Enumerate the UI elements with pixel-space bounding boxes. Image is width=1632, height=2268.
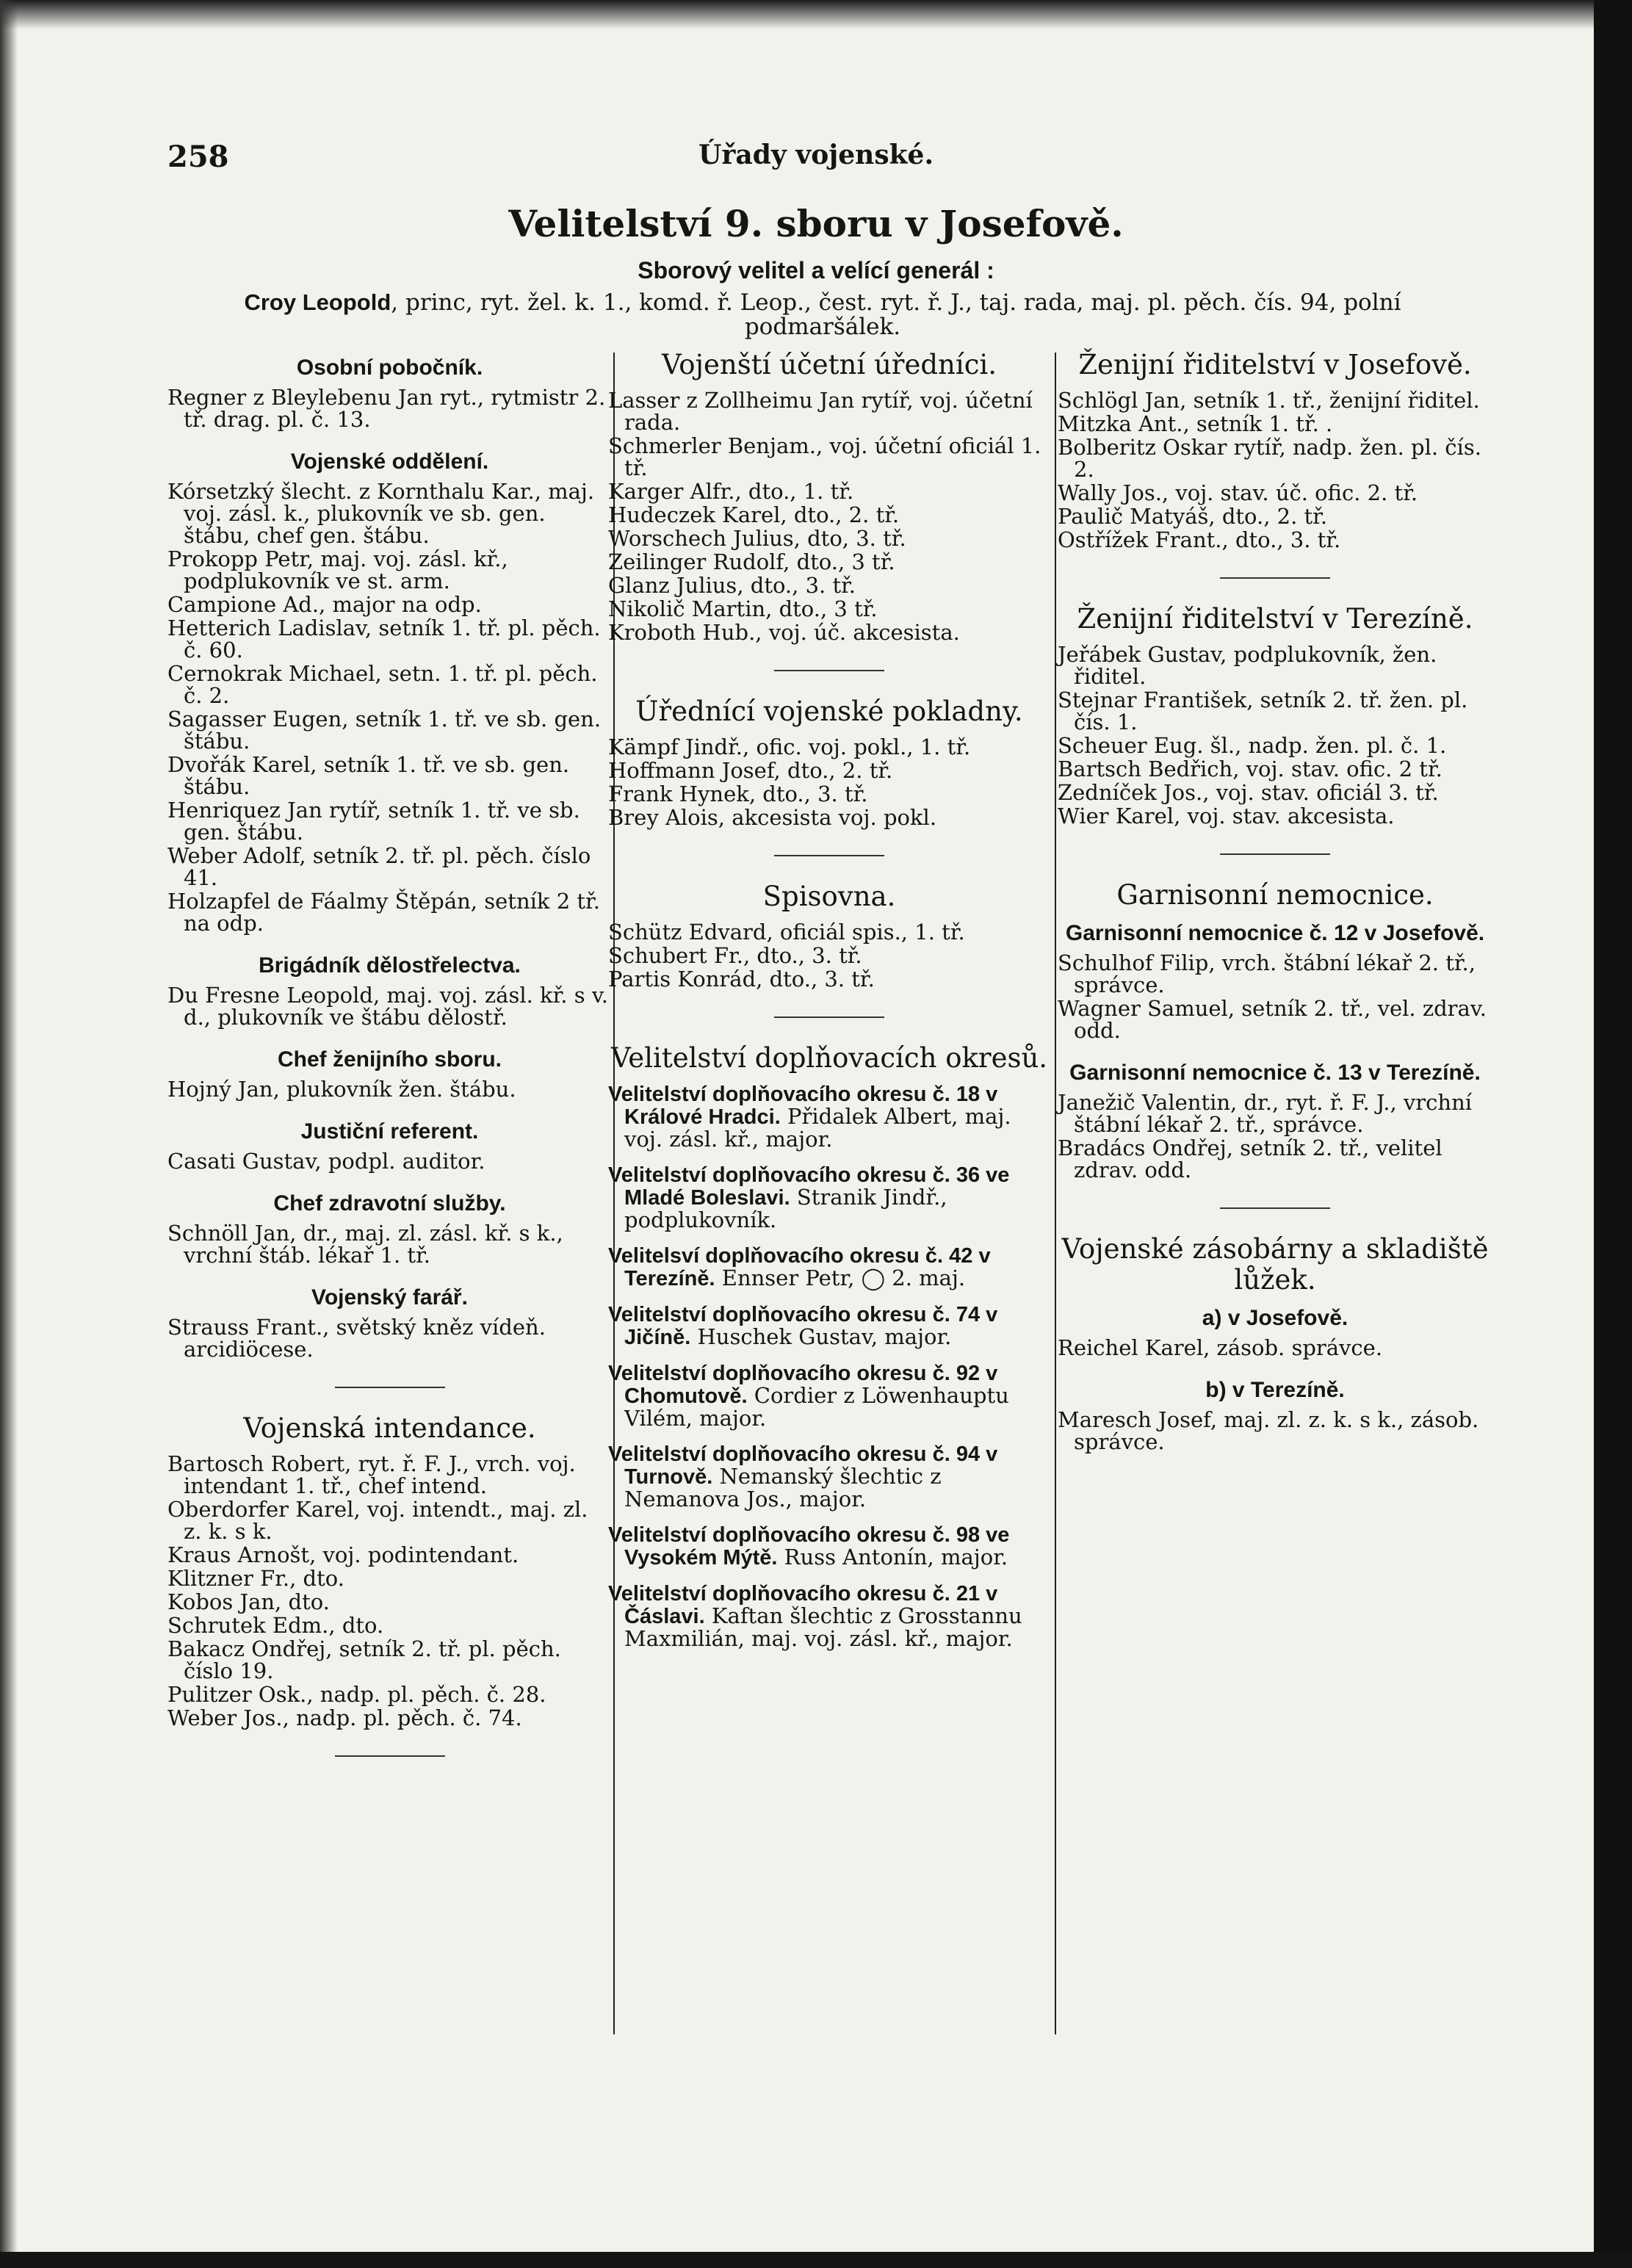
entry: Karger Alfr., dto., 1. tř. [608, 479, 854, 504]
entry: Weber Jos., nadp. pl. pěch. č. 74. [167, 1705, 522, 1730]
commander-name: Croy Leopold [244, 289, 391, 315]
entry: Strauss Frant., světský kněz vídeň. arcidiöcese. [167, 1315, 546, 1362]
entry: Oberdorfer Karel, voj. intendt., maj. zl. z. k. s k. [167, 1497, 588, 1544]
entry: Janežič Valentin, dr., ryt. ř. F. J., vrchní štábní lékař 2. tř., správce. [1058, 1090, 1473, 1137]
entry: Worschech Julius, dto, 3. tř. [608, 526, 906, 551]
entry: Paulič Matyáš, dto., 2. tř. [1058, 504, 1328, 529]
entry: Nikolič Martin, dto., 3 tř. [608, 596, 878, 621]
section-title: Ženijní řiditelství v Terezíně. [1077, 603, 1473, 635]
section-heading: a) v Josefově. [1202, 1306, 1348, 1330]
entry: Hoffmann Josef, dto., 2. tř. [608, 758, 893, 783]
entry: Schubert Fr., dto., 3. tř. [608, 943, 862, 968]
entry: Mitzka Ant., setník 1. tř. . [1058, 411, 1333, 436]
entry: Wier Karel, voj. stav. akcesista. [1058, 803, 1395, 828]
district-commander: Kaftan šlechtic z Grosstannu Maxmilián, maj. voj. zásl. kř., major. [624, 1603, 1022, 1651]
entry: Kroboth Hub., voj. úč. akcesista. [608, 620, 960, 645]
district-name: Velitelství doplňovacího okresu č. 98 ve Vysokém Mýtě. [608, 1523, 1010, 1570]
scan-edge-bottom [0, 2252, 1632, 2268]
district-commander: Přidalek Albert, maj. voj. zásl. kř., major. [624, 1104, 1011, 1152]
section-heading: Garnisonní nemocnice č. 13 v Terezíně. [1069, 1061, 1481, 1085]
separator-rule [774, 670, 884, 671]
separator-rule [1220, 1207, 1330, 1209]
section-title: Vojenská intendance. [243, 1412, 536, 1444]
entry: Ostřížek Frant., dto., 3. tř. [1058, 527, 1341, 552]
entry: Partis Konrád, dto., 3. tř. [608, 967, 875, 992]
entry: Dvořák Karel, setník 1. tř. ve sb. gen. štábu. [167, 752, 570, 799]
section-heading: b) v Terezíně. [1205, 1378, 1345, 1402]
entry: Bakacz Ondřej, setník 2. tř. pl. pěch. číslo 19. [167, 1636, 561, 1683]
entry: Regner z Bleylebenu Jan ryt., rytmistr 2. tř. drag. pl. č. 13. [167, 385, 606, 432]
entry: Schnöll Jan, dr., maj. zl. zásl. kř. s k., vrchní štáb. lékař 1. tř. [167, 1221, 563, 1268]
entry: Henriquez Jan rytíř, setník 1. tř. ve sb. gen. štábu. [167, 798, 580, 845]
district-entry [608, 1163, 1050, 1231]
entry: Klitzner Fr., dto. [167, 1566, 344, 1591]
district-entry [608, 1523, 1050, 1569]
district-entry [608, 1362, 1050, 1429]
entry: Schütz Edvard, oficiál spis., 1. tř. [608, 920, 965, 945]
district-commander: Cordier z Löwenhauptu Vilém, major. [624, 1383, 1009, 1431]
entry: Glanz Julius, dto., 3. tř. [608, 573, 856, 598]
entry: Hojný Jan, plukovník žen. štábu. [167, 1077, 516, 1102]
entry: Holzapfel de Fáalmy Štěpán, setník 2 tř. na odp. [167, 889, 600, 936]
district-name: Velitelství doplňovacího okresu č. 21 v Čáslavi. [608, 1582, 998, 1628]
page-number: 258 [167, 140, 229, 174]
district-entry [608, 1303, 1050, 1348]
district-name: Velitelství doplňovacího okresu č. 92 v Chomutově. [608, 1362, 998, 1408]
entry: Jeřábek Gustav, podplukovník, žen. řiditel. [1058, 642, 1437, 689]
section-heading: Vojenské oddělení. [290, 449, 489, 474]
commander-details: , princ, ryt. žel. k. 1., komd. ř. Leop., čest. ryt. ř. J., taj. rada, maj. pl. pěch. čís. 94, polní podmaršálek. [391, 289, 1401, 340]
district-name: Velitelství doplňovacího okresu č. 74 v Jičíně. [608, 1303, 998, 1349]
district-name: Velitelství doplňovacího okresu č. 18 v Králové Hradci. [608, 1083, 998, 1129]
section-heading: Chef ženijního sboru. [278, 1047, 502, 1072]
entry: Kobos Jan, dto. [167, 1589, 330, 1614]
scan-edge-top [0, 0, 1632, 29]
separator-rule [774, 855, 884, 856]
section-title: Spisovna. [762, 881, 896, 912]
entry: Casati Gustav, podpl. auditor. [167, 1149, 485, 1174]
separator-rule [774, 1016, 884, 1018]
district-name: Velitelství doplňovacího okresu č. 36 ve Mladé Boleslavi. [608, 1163, 1010, 1210]
scan-edge-left [0, 0, 18, 2268]
section-heading: Vojenský farář. [311, 1285, 468, 1310]
entry: Zedníček Jos., voj. stav. oficiál 3. tř. [1058, 780, 1439, 805]
entry: Weber Adolf, setník 2. tř. pl. pěch. číslo 41. [167, 843, 591, 890]
entry: Hetterich Ladislav, setník 1. tř. pl. pěch. č. 60. [167, 615, 601, 662]
entry: Bartsch Bedřich, voj. stav. ofic. 2 tř. [1058, 756, 1443, 781]
district-entry [608, 1442, 1050, 1510]
entry: Scheuer Eug. šl., nadp. žen. pl. č. 1. [1058, 733, 1447, 758]
entry: Bradács Ondřej, setník 2. tř., velitel zdrav. odd. [1058, 1135, 1443, 1182]
entry: Sagasser Eugen, setník 1. tř. ve sb. gen. štábu. [167, 707, 602, 754]
section-heading: Justiční referent. [300, 1119, 479, 1144]
page-title: Velitelství 9. sboru v Josefově. [508, 202, 1124, 245]
column-2 [608, 345, 1050, 1663]
district-commander: Nemanský šlechtic z Nemanova Jos., major. [624, 1464, 942, 1512]
section-title: Garnisonní nemocnice. [1116, 879, 1434, 911]
district-commander: Ennser Petr, ◯ 2. maj. [715, 1265, 966, 1290]
entry: Kraus Arnošt, voj. podintendant. [167, 1542, 519, 1567]
entry: Hudeczek Karel, dto., 2. tř. [608, 502, 900, 527]
district-commander: Russ Antonín, major. [777, 1545, 1008, 1570]
entry: Zeilinger Rudolf, dto., 3 tř. [608, 549, 895, 574]
entry: Schlögl Jan, setník 1. tř., ženijní řiditel. [1058, 388, 1480, 413]
district-entry [608, 1244, 1050, 1290]
column-divider-2 [1055, 353, 1056, 2034]
column-3 [1058, 345, 1492, 1454]
separator-rule [1220, 577, 1330, 579]
district-name: Velitelství doplňovacího okresu č. 94 v Turnově. [608, 1442, 998, 1489]
section-title: Vojenské zásobárny a skladiště lůžek. [1061, 1233, 1489, 1296]
district-entry [608, 1582, 1050, 1650]
scan-edge-right [1594, 0, 1632, 2268]
separator-rule [1220, 853, 1330, 855]
district-name: Velitelsví doplňovacího okresu č. 42 v Terezíně. [608, 1244, 991, 1290]
entry: Prokopp Petr, maj. voj. zásl. kř., podplukovník ve st. arm. [167, 546, 508, 593]
entry: Lasser z Zollheimu Jan rytíř, voj. účetní rada. [608, 388, 1033, 435]
commander-heading: Sborový velitel a velící generál : [638, 257, 994, 284]
entry: Cernokrak Michael, setn. 1. tř. pl. pěch. č. 2. [167, 661, 598, 708]
running-title: Úřady vojenské. [698, 140, 934, 170]
entry: Bartosch Robert, ryt. ř. F. J., vrch. voj. intendant 1. tř., chef intend. [167, 1451, 576, 1498]
entry: Maresch Josef, maj. zl. z. k. s k., zásob. správce. [1058, 1407, 1479, 1454]
entry: Brey Alois, akcesista voj. pokl. [608, 805, 937, 830]
section-title: Vojenští účetní úředníci. [661, 349, 997, 380]
entry: Wagner Samuel, setník 2. tř., vel. zdrav. odd. [1058, 996, 1487, 1043]
entry: Wally Jos., voj. stav. úč. ofic. 2. tř. [1058, 480, 1418, 505]
entry: Schrutek Edm., dto. [167, 1613, 384, 1638]
entry: Bolberitz Oskar rytíř, nadp. žen. pl. čís. 2. [1058, 435, 1481, 482]
section-heading: Garnisonní nemocnice č. 12 v Josefově. [1065, 921, 1485, 945]
district-entry [608, 1083, 1050, 1150]
entry: Frank Hynek, dto., 3. tř. [608, 781, 868, 806]
column-1 [167, 345, 612, 1782]
section-heading: Osobní pobočník. [296, 355, 483, 380]
entry: Pulitzer Osk., nadp. pl. pěch. č. 28. [167, 1682, 546, 1707]
section-heading: Chef zdravotní služby. [273, 1191, 506, 1216]
entry: Schmerler Benjam., voj. účetní oficiál 1. tř. [608, 433, 1041, 480]
entry: Campione Ad., major na odp. [167, 592, 482, 617]
district-commander: Huschek Gustav, major. [690, 1324, 952, 1349]
section-title: Velitelství doplňovacích okresů. [610, 1042, 1048, 1074]
entry: Kämpf Jindř., ofic. voj. pokl., 1. tř. [608, 734, 971, 759]
entry: Schulhof Filip, vrch. štábní lékař 2. tř., správce. [1058, 950, 1476, 997]
separator-rule [335, 1387, 445, 1388]
separator-rule [335, 1755, 445, 1757]
entry: Reichel Karel, zásob. správce. [1058, 1335, 1383, 1360]
district-commander: Stranik Jindř., podplukovník. [624, 1185, 947, 1232]
section-heading: Brigádník dělostřelectva. [259, 953, 521, 978]
entry: Stejnar František, setník 2. tř. žen. pl. čís. 1. [1058, 687, 1468, 734]
entry: Du Fresne Leopold, maj. voj. zásl. kř. s v. d., plukovník ve štábu dělostř. [167, 983, 609, 1030]
entry: Kórsetzký šlecht. z Kornthalu Kar., maj. voj. zásl. k., plukovník ve sb. gen. štábu, chef gen. štábu. [167, 479, 595, 548]
section-title: Ženijní řiditelství v Josefově. [1078, 349, 1472, 380]
section-title: Úřednící vojenské pokladny. [635, 696, 1023, 727]
commander-entry [169, 290, 1476, 339]
